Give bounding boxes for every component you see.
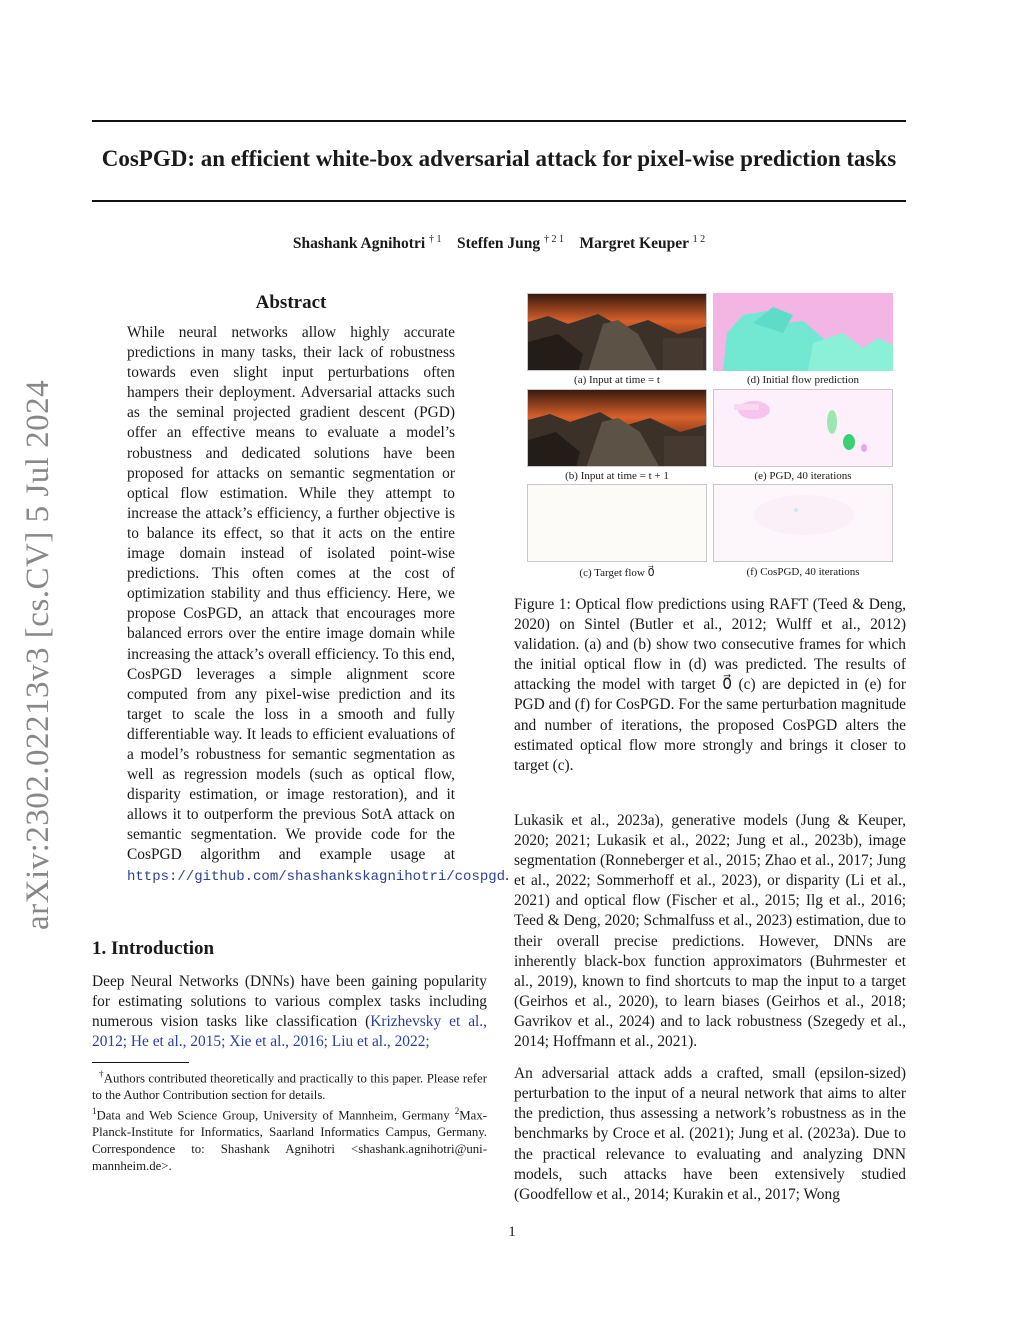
code-link[interactable]: https://github.com/shashankskagnihotri/cospgd <box>127 868 506 885</box>
abstract-body <box>127 323 509 887</box>
intro-paragraph <box>92 972 487 1052</box>
pgd-flow-image <box>714 390 893 467</box>
arxiv-stamp: arXiv:2302.02213v3 [cs.CV] 5 Jul 2024 <box>20 379 56 930</box>
page-number: 1 <box>508 1224 516 1240</box>
footnote-mark: 2 <box>454 1106 460 1117</box>
zero-flow-image <box>528 485 706 561</box>
panel-cospgd <box>713 484 893 562</box>
paragraph: Lukasik et al., 2023a), generative models (Jung & Keuper, 2020; 2021; Lukasik et al., 2022; Jung et al., 2023b), image segmentation (Ronneberger et al., 2015; Zhao et al., 2017; Jung et al., 2022; Sommerhoff et al., 2023), or disparity (Li et al., 2021) and optical flow (Fischer et al., 2015; Ilg et al., 2016; Teed & Deng, 2020; Schmalfuss et al., 2023) estimation, due to their overall precise predictions. However, DNNs are inherently black-box function approximators (Buhrmester et al., 2019), known to find shortcuts to map the input to a target (Geirhos et al., 2020), to learn biases (Geirhos et al., 2018; Gavrikov et al., 2024) and to lack robustness (Szegedy et al., 2014; Hoffmann et al., 2021). <box>514 812 906 1051</box>
footnotes <box>92 1066 487 1174</box>
title-rule <box>92 200 906 202</box>
sintel-frame-image <box>528 294 707 371</box>
caption-panel-f: (f) CosPGD, 40 iterations <box>746 566 860 578</box>
author-marks: 1 2 <box>692 234 706 245</box>
author-name: Steffen Jung <box>457 235 541 253</box>
flow-prediction-image <box>713 293 893 371</box>
caption-panel-b: (b) Input at time = t + 1 <box>565 470 669 482</box>
footnote-mark: † <box>98 1069 104 1079</box>
sintel-frame-image <box>528 390 707 467</box>
author-name: Shashank Agnihotri <box>292 235 426 253</box>
footnote-1: †Authors contributed theoretically and practically to this paper. Please refer to the Author Contribution section for details. <box>92 1069 487 1102</box>
caption-panel-d: (d) Initial flow prediction <box>746 374 860 386</box>
paper-title: CosPGD: an efficient white-box adversarial attack for pixel-wise prediction tasks <box>101 146 897 171</box>
footnote-rule <box>92 1062 189 1063</box>
panel-input-t1 <box>527 389 707 467</box>
footnote-2: $^1$Data and Web Science Group, University of Mannheim, Germany $^2$Max-Planck-Institute for Informatics, Saarland Informatics Campus, Germany. Correspondence to: Shashank Agnihotri <shashank.agnihotri@uni-mannheim.de>. <box>92 1106 487 1173</box>
footnote-mark: 1 <box>92 1106 97 1117</box>
panel-target-flow <box>527 484 707 562</box>
caption-panel-a: (a) Input at time = t <box>574 374 660 386</box>
right-column <box>514 811 906 1217</box>
author-marks: † 2 1 <box>544 234 565 245</box>
abstract-text: While neural networks allow highly accurate predictions in many tasks, their lack of robustness towards even slight input perturbations often hampers their deployment. Adversarial attacks such as the seminal projected gradient descent (PGD) offer an effective means to evaluate a model’s robustness and dedicated solutions have been proposed for attacks on semantic segmentation or optical flow estimation. While they attempt to increase the attack’s efficiency, a further objective is to balance its effect, so that it acts on the entire image domain instead of isolated point-wise predictions. This often comes at the cost of optimization stability and thus efficiency. Here, we propose CosPGD, an attack that encourages more balanced errors over the entire image domain while increasing the attack’s overall efficiency. To this end, CosPGD leverages a simple alignment score computed from any pixel-wise prediction and its target to scale the loss in a smooth and fully differentiable way. It leads to efficient evaluations of a model’s robustness for semantic segmentation as well as regression models (such as optical flow, disparity estimation, or image restoration), and it allows it to outperform the previous SotA attack on semantic segmentation. We provide code for the CosPGD algorithm and example usage at <box>127 324 455 864</box>
cospgd-flow-image <box>714 485 893 562</box>
intro-citations[interactable]: Krizhevsky et al., 2012; He et al., 2015; Xie et al., 2016; Liu et al., 2022; <box>92 1013 488 1051</box>
caption-panel-e: (e) PGD, 40 iterations <box>754 470 852 482</box>
section-heading: 1. Introduction <box>92 938 215 959</box>
intro-text: Deep Neural Networks (DNNs) have been gaining popularity for estimating solutions to various complex tasks including numerous vision tasks like classification ( <box>92 973 487 1031</box>
caption-panel-c: (c) Target flow 0⃗ <box>579 567 655 579</box>
panel-pgd <box>713 389 893 467</box>
panel-initial-flow <box>713 293 893 371</box>
abstract-heading: Abstract <box>255 292 327 313</box>
figure-caption: Figure 1: Optical flow predictions using RAFT (Teed & Deng, 2020) on Sintel (Butler et al., 2012; Wulff et al., 2012) validation. (a) and (b) show two consecutive frames for which the initial optical flow in (d) was predicted. The results of attacking the model with target 0⃗ (c) are depicted in (e) for PGD and (f) for CosPGD. For the same perturbation magnitude and number of iterations, the proposed CosPGD alters the estimated optical flow more strongly and brings it closer to target (c). <box>514 596 906 774</box>
abstract-end: . <box>505 866 509 884</box>
author-marks: † 1 <box>429 234 442 245</box>
paragraph: An adversarial attack adds a crafted, small (epsilon-sized) perturbation to the input of a neural network that aims to alter the prediction, thus assessing a network’s robustness as in the benchmarks by Croce et al. (2021); Jung et al. (2023a). Due to the practical relevance to evaluating and analyzing DNN models, such attacks have been extensively studied (Goodfellow et al., 2014; Kurakin et al., 2017; Wong <box>514 1065 906 1203</box>
author-name: Margret Keuper <box>579 235 689 253</box>
top-rule <box>92 120 906 122</box>
author-list <box>92 234 906 253</box>
panel-input-t <box>527 293 707 371</box>
